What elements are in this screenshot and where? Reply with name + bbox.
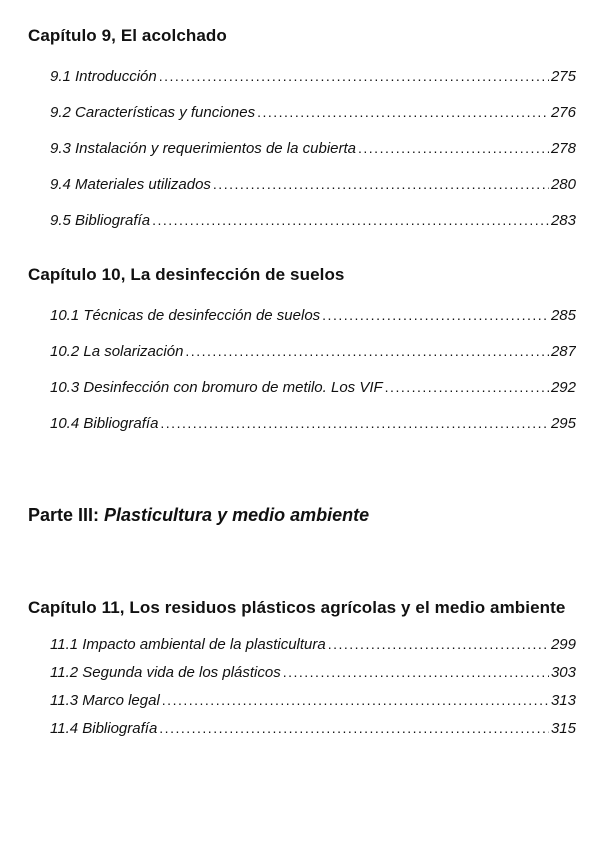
toc-entry	[50, 341, 576, 362]
dot-leader	[160, 413, 549, 434]
toc-entry-label: 9.4 Materiales utilizados	[50, 176, 211, 193]
dot-leader	[283, 662, 549, 683]
toc-entry	[50, 102, 576, 123]
toc-entry	[50, 66, 576, 87]
toc-entry-label: 11.3 Marco legal	[50, 692, 160, 709]
toc-entry-label: 11.1 Impacto ambiental de la plasticultura	[50, 636, 326, 653]
dot-leader	[257, 102, 549, 123]
dot-leader	[322, 305, 549, 326]
dot-leader	[185, 341, 549, 362]
toc-entry-page: 276	[550, 104, 576, 121]
chapter-10-entries	[50, 305, 576, 434]
toc-entry-page: 315	[550, 720, 576, 737]
chapter-9-heading: Capítulo 9, El acolchado	[28, 26, 227, 45]
toc-entry-label: 9.2 Características y funciones	[50, 104, 256, 121]
toc-entry-label: 9.5 Bibliografía	[50, 212, 151, 229]
toc-entry	[50, 174, 576, 195]
toc-entry-label: 11.4 Bibliografía	[50, 720, 158, 737]
toc-entry	[50, 138, 576, 159]
toc-entry	[50, 377, 576, 398]
toc-entry-label: 10.1 Técnicas de desinfección de suelos	[50, 307, 321, 324]
toc-entry-label: 10.4 Bibliografía	[50, 415, 159, 432]
toc-entry-page: 313	[550, 692, 576, 709]
toc-entry-page: 283	[550, 212, 576, 229]
toc-entry	[50, 634, 576, 655]
toc-entry	[50, 662, 576, 683]
toc-entry	[50, 210, 576, 231]
dot-leader	[152, 210, 549, 231]
part-3-title: Plasticultura y medio ambiente	[104, 505, 370, 525]
dot-leader	[213, 174, 549, 195]
toc-entry-label: 9.1 Introducción	[50, 68, 157, 85]
chapter-11-entries	[50, 634, 576, 739]
toc-entry-page: 303	[550, 664, 576, 681]
chapter-11-heading: Capítulo 11, Los residuos plásticos agrícolas y el medio ambiente	[28, 598, 566, 617]
toc-entry-page: 285	[550, 307, 576, 324]
toc-entry-page: 287	[550, 343, 576, 360]
dot-leader	[328, 634, 549, 655]
dot-leader	[162, 690, 549, 711]
toc-entry	[50, 413, 576, 434]
chapter-9-entries	[50, 66, 576, 231]
toc-entry	[50, 690, 576, 711]
chapter-10-heading: Capítulo 10, La desinfección de suelos	[28, 265, 345, 284]
dot-leader	[385, 377, 549, 398]
toc-entry-page: 299	[550, 636, 576, 653]
toc-entry-page: 292	[550, 379, 576, 396]
dot-leader	[159, 718, 549, 739]
toc-entry-page: 280	[550, 176, 576, 193]
toc-entry-page: 295	[550, 415, 576, 432]
part-3-heading	[28, 504, 576, 526]
dot-leader	[358, 138, 549, 159]
toc-entry-label: 11.2 Segunda vida de los plásticos	[50, 664, 281, 681]
toc-entry	[50, 305, 576, 326]
toc-entry-page: 278	[550, 140, 576, 157]
toc-entry	[50, 718, 576, 739]
toc-entry-page: 275	[550, 68, 576, 85]
dot-leader	[159, 66, 549, 87]
toc-entry-label: 9.3 Instalación y requerimientos de la cubierta	[50, 140, 357, 157]
toc-entry-label: 10.2 La solarización	[50, 343, 184, 360]
toc-entry-label: 10.3 Desinfección con bromuro de metilo. Los VIF	[50, 379, 383, 396]
part-3-prefix: Parte III:	[28, 505, 105, 525]
